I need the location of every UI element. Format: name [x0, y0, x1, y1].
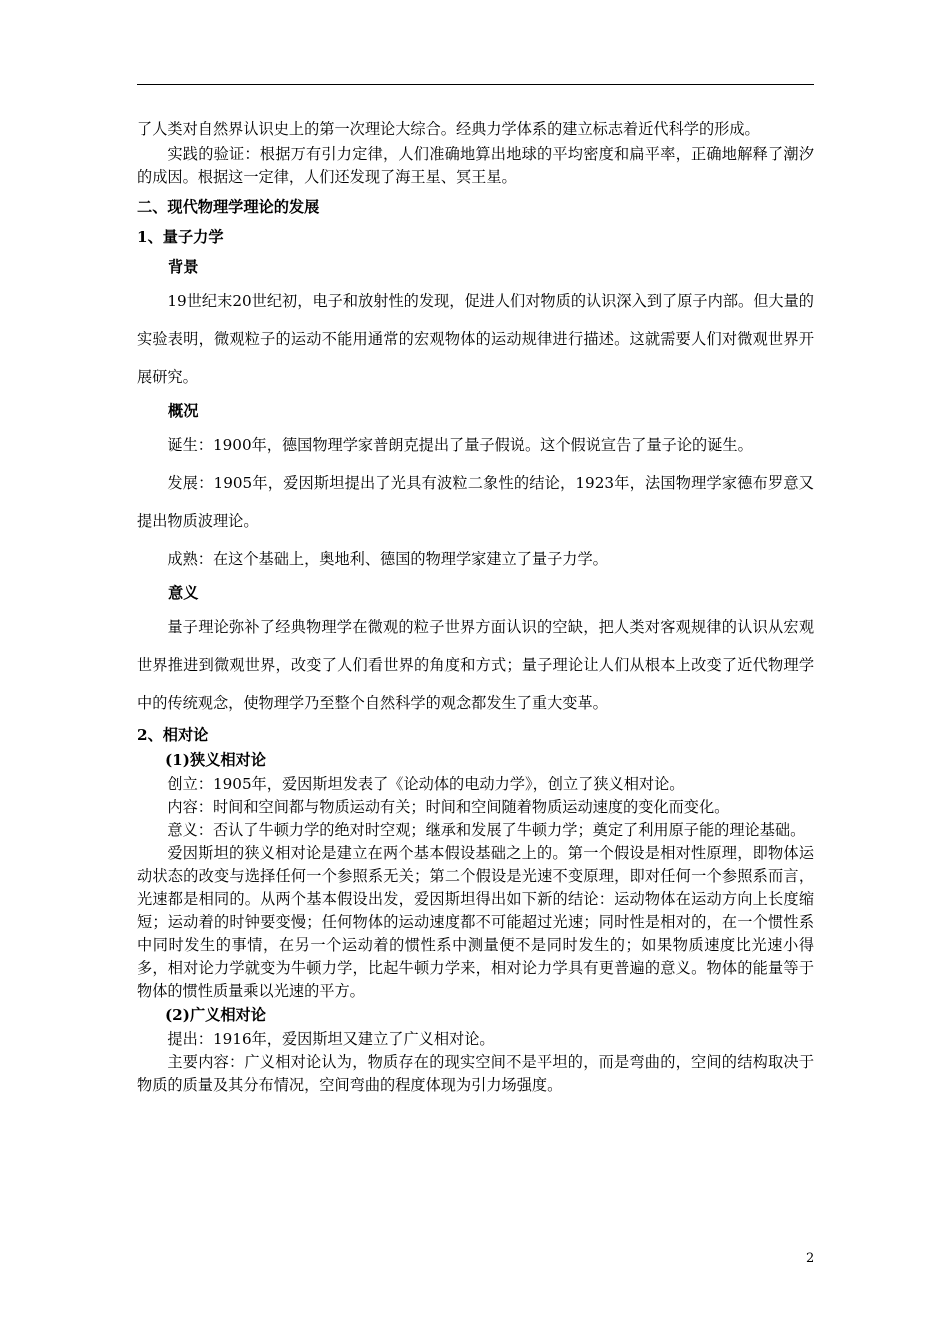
- heading-significance: 意义: [168, 584, 199, 602]
- paragraph-sr-content: 内容：时间和空间都与物质运动有关；时间和空间随着物质运动速度的变化而变化。: [167, 798, 730, 816]
- heading-relativity: 2、相对论: [137, 726, 209, 744]
- heading-background: 背景: [168, 258, 199, 276]
- heading-quantum-mechanics: 1、量子力学: [137, 228, 224, 246]
- document-body: [137, 118, 814, 1097]
- paragraph-birth: 诞生：1900年，德国物理学家普朗克提出了量子假说。这个假说宣告了量子论的诞生。: [167, 436, 753, 454]
- heading-general-relativity: (2)广义相对论: [165, 1006, 266, 1024]
- paragraph-sr-significance: 意义：否认了牛顿力学的绝对时空观；继承和发展了牛顿力学；奠定了利用原子能的理论基础。: [167, 821, 806, 839]
- paragraph-background: 19世纪末20世纪初，电子和放射性的发现，促进人们对物质的认识深入到了原子内部。但大量的实验表明，微观粒子的运动不能用通常的宏观物体的运动规律进行描述。这就需要人们对微观世界开展研究。: [137, 292, 814, 386]
- paragraph-sr-detail: 爱因斯坦的狭义相对论是建立在两个基本假设基础之上的。第一个假设是相对性原理，即物体运动状态的改变与选择任何一个参照系无关；第二个假设是光速不变原理，即对任何一个参照系而言，光速都是相同的。从两个基本假设出发，爱因斯坦得出如下新的结论：运动物体在运动方向上长度缩短；运动着的时钟要变慢；任何物体的运动速度都不可能超过光速；同时性是相对的，在一个惯性系中同时发生的事情，在另一个运动着的惯性系中测量便不是同时发生的；如果物质速度比光速小得多，相对论力学就变为牛顿力学，比起牛顿力学来，相对论力学具有更普遍的意义。物体的能量等于物体的惯性质量乘以光速的平方。: [137, 844, 814, 1000]
- header-rule: [137, 84, 814, 85]
- paragraph-intro: 了人类对自然界认识史上的第一次理论大综合。经典力学体系的建立标志着近代科学的形成。: [137, 120, 760, 138]
- paragraph-significance: 量子理论弥补了经典物理学在微观的粒子世界方面认识的空缺，把人类对客观规律的认识从宏观世界推进到微观世界，改变了人们看世界的角度和方式；量子理论让人们从根本上改变了近代物理学中的传统观念，使物理学乃至整个自然科学的观念都发生了重大变革。: [137, 618, 814, 712]
- paragraph-development: 发展：1905年，爱因斯坦提出了光具有波粒二象性的结论，1923年，法国物理学家德布罗意又提出物质波理论。: [137, 474, 814, 530]
- paragraph-gr-proposal: 提出：1916年，爱因斯坦又建立了广义相对论。: [167, 1030, 495, 1048]
- heading-overview: 概况: [168, 402, 199, 420]
- paragraph-gr-content: 主要内容：广义相对论认为，物质存在的现实空间不是平坦的，而是弯曲的，空间的结构取决于物质的质量及其分布情况，空间弯曲的程度体现为引力场强度。: [137, 1053, 814, 1094]
- page-number: 2: [806, 1251, 815, 1266]
- heading-section-2: 二、现代物理学理论的发展: [137, 198, 320, 216]
- heading-special-relativity: (1)狭义相对论: [165, 751, 266, 769]
- paragraph-verification: 实践的验证：根据万有引力定律，人们准确地算出地球的平均密度和扁平率，正确地解释了潮汐的成因。根据这一定律，人们还发现了海王星、冥王星。: [137, 145, 814, 186]
- paragraph-sr-creation: 创立：1905年，爱因斯坦发表了《论动体的电动力学》，创立了狭义相对论。: [167, 775, 685, 793]
- paragraph-maturity: 成熟：在这个基础上，奥地利、德国的物理学家建立了量子力学。: [167, 550, 608, 568]
